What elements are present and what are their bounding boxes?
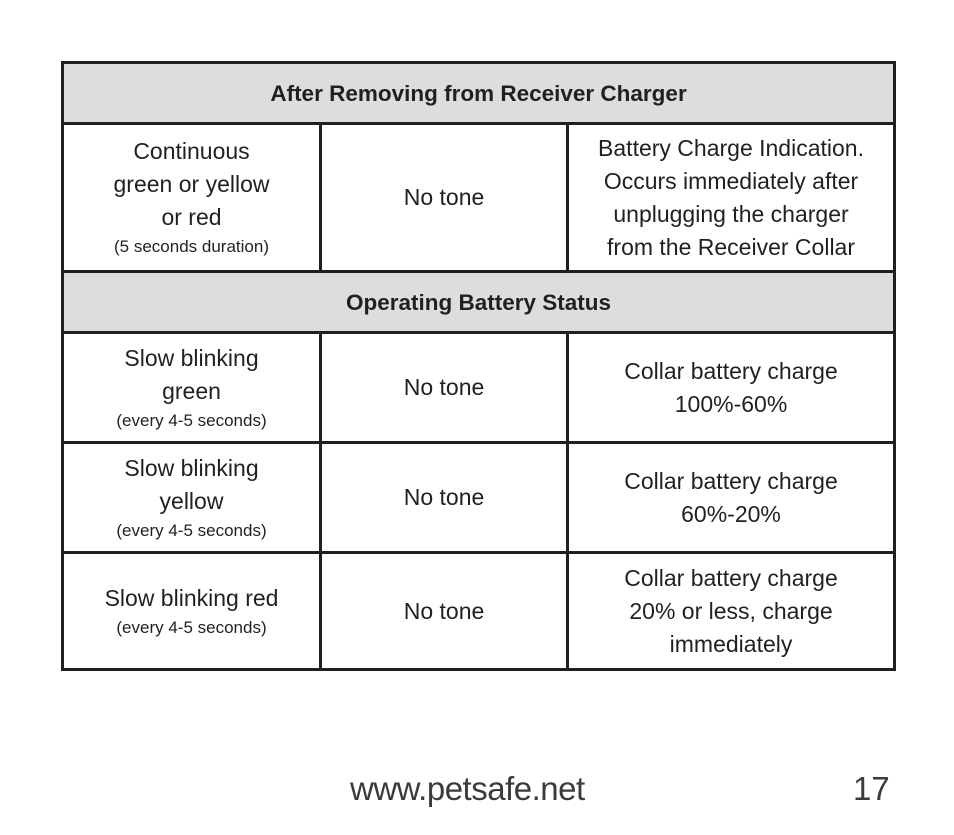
indicator-cell bbox=[63, 124, 321, 272]
meaning-line: Collar battery charge bbox=[624, 467, 838, 494]
battery-status-table bbox=[61, 61, 896, 671]
indicator-cell bbox=[63, 443, 321, 553]
page-number: 17 bbox=[853, 770, 890, 807]
section-heading-row bbox=[63, 63, 895, 124]
table-row bbox=[63, 333, 895, 443]
footer-url: www.petsafe.net bbox=[350, 770, 585, 807]
meaning-line: from the Receiver Collar bbox=[607, 233, 855, 260]
indicator-line: Slow blinking bbox=[124, 344, 259, 371]
meaning-cell bbox=[568, 443, 895, 553]
meaning-line: Battery Charge Indication. bbox=[598, 134, 864, 161]
meaning-line: Collar battery charge bbox=[624, 357, 838, 384]
indicator-line: or red bbox=[161, 204, 222, 230]
indicator-line: green bbox=[162, 377, 221, 404]
tone-cell: No tone bbox=[321, 443, 568, 553]
section-heading: After Removing from Receiver Charger bbox=[63, 63, 895, 124]
table-row bbox=[63, 124, 895, 272]
indicator-line: Slow blinking red bbox=[104, 584, 279, 611]
section-heading-row bbox=[63, 272, 895, 333]
tone-cell: No tone bbox=[321, 553, 568, 670]
indicator-cell bbox=[63, 333, 321, 443]
tone-cell: No tone bbox=[321, 124, 568, 272]
meaning-line: Occurs immediately after bbox=[603, 167, 859, 194]
meaning-line: unplugging the charger bbox=[613, 200, 849, 227]
indicator-note: (every 4-5 seconds) bbox=[116, 520, 267, 540]
meaning-cell bbox=[568, 124, 895, 272]
indicator-line: Continuous bbox=[133, 138, 250, 164]
indicator-note: (5 seconds duration) bbox=[114, 237, 269, 256]
indicator-line: Slow blinking bbox=[124, 454, 259, 481]
meaning-line: immediately bbox=[669, 630, 793, 657]
meaning-cell bbox=[568, 333, 895, 443]
indicator-cell bbox=[63, 553, 321, 670]
meaning-line: 60%-20% bbox=[681, 500, 781, 527]
indicator-note: (every 4-5 seconds) bbox=[116, 410, 267, 430]
meaning-line: 20% or less, charge bbox=[629, 597, 833, 624]
section-heading: Operating Battery Status bbox=[63, 272, 895, 333]
meaning-cell bbox=[568, 553, 895, 670]
indicator-line: yellow bbox=[159, 487, 224, 514]
indicator-line: green or yellow bbox=[113, 171, 270, 197]
indicator-note: (every 4-5 seconds) bbox=[116, 617, 267, 637]
meaning-line: Collar battery charge bbox=[624, 564, 838, 591]
table-row bbox=[63, 553, 895, 670]
table-row bbox=[63, 443, 895, 553]
meaning-line: 100%-60% bbox=[674, 390, 788, 417]
tone-cell: No tone bbox=[321, 333, 568, 443]
